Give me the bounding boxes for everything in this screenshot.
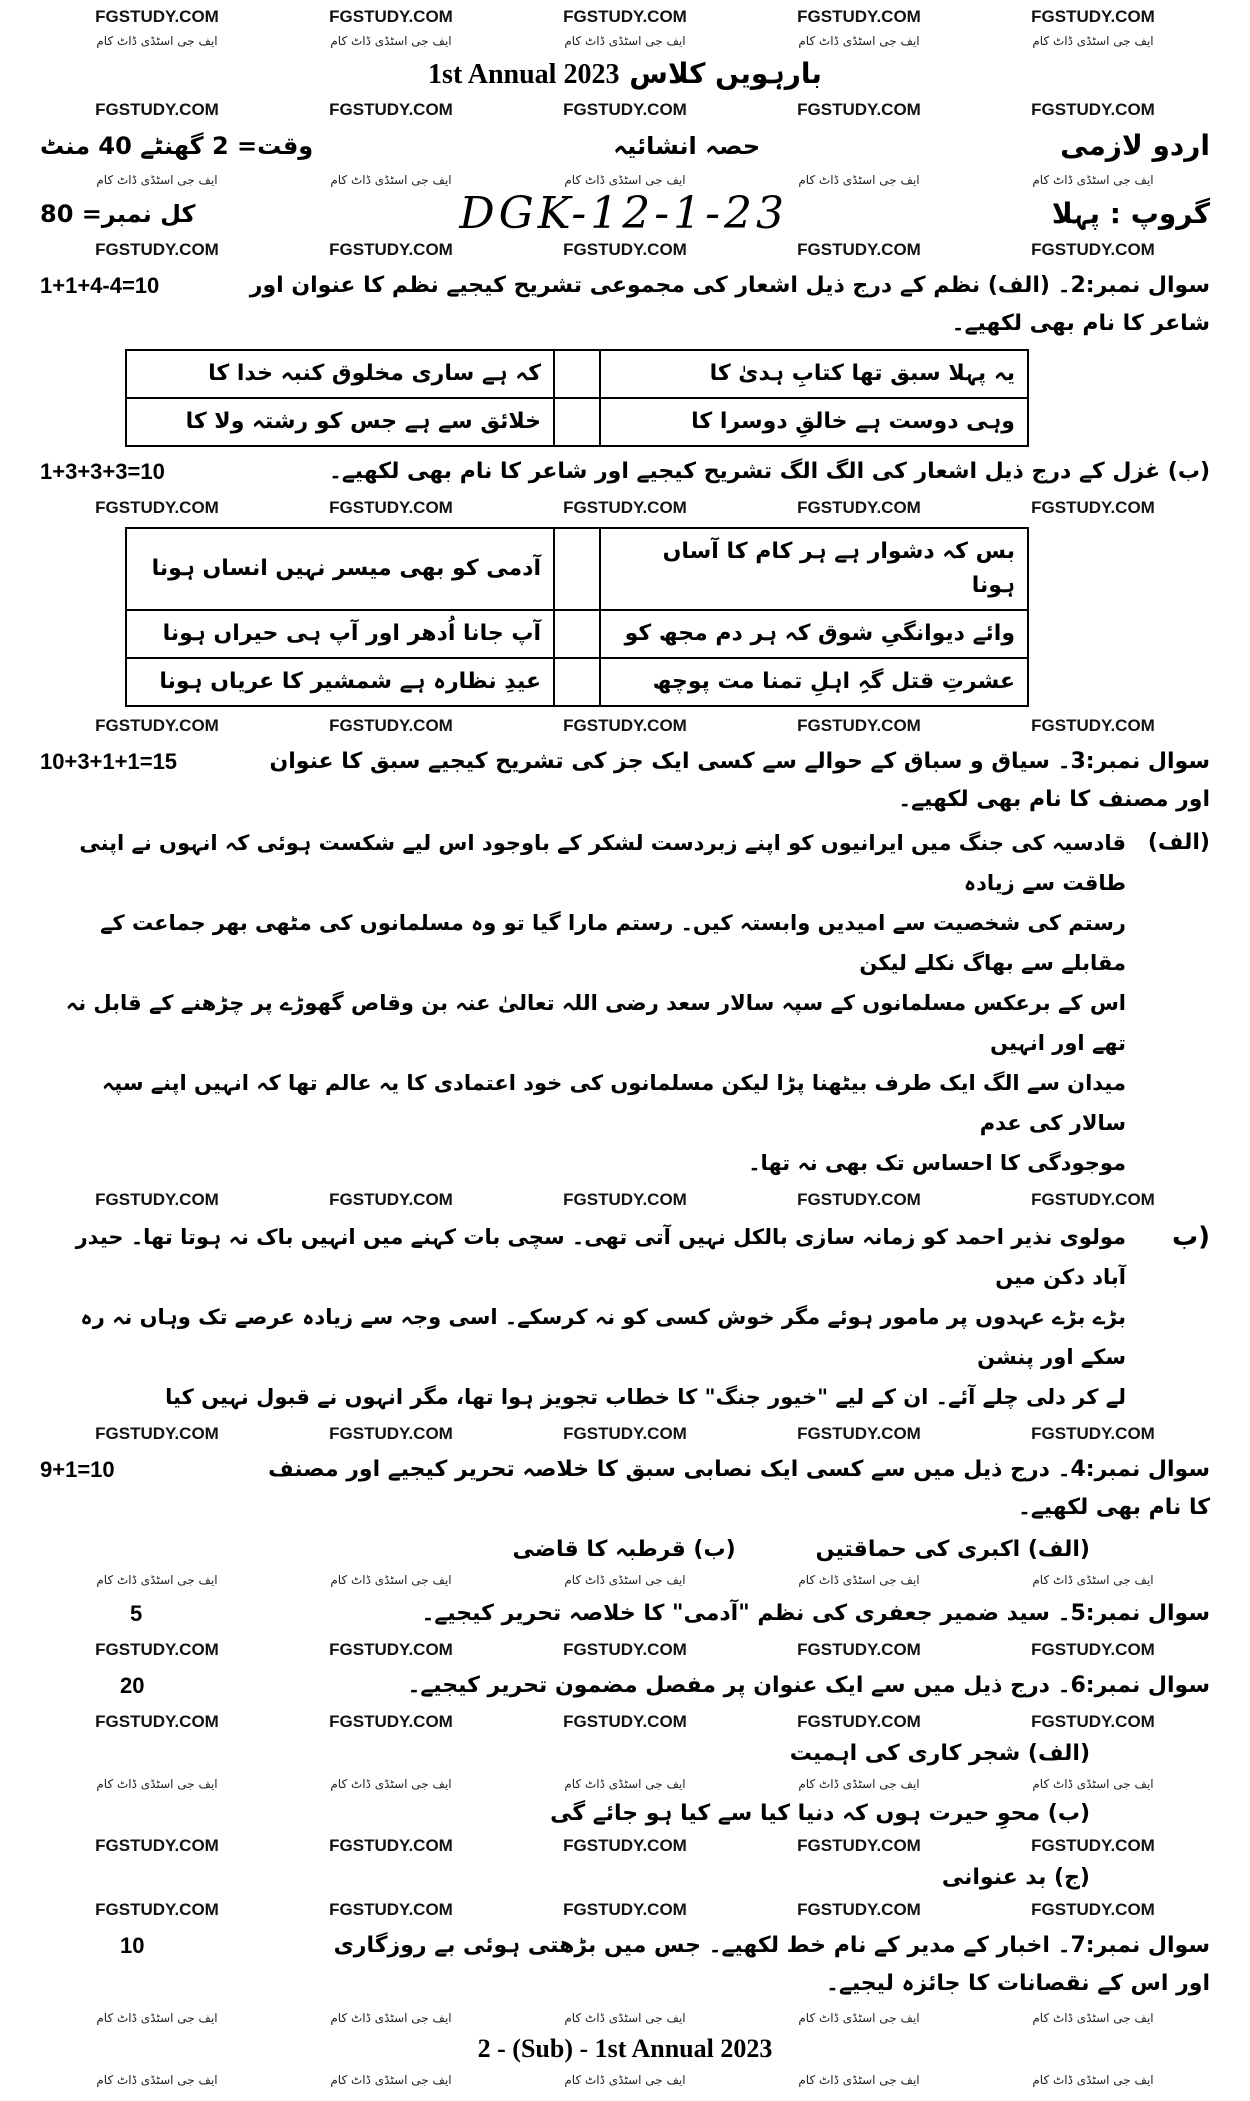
watermark-text-urdu: ایف جی اسٹڈی ڈاٹ کام (330, 2073, 452, 2087)
watermark-text: FGSTUDY.COM (329, 716, 453, 735)
watermark-row-urdu (40, 30, 1210, 52)
watermark-text: FGSTUDY.COM (563, 240, 687, 259)
paper-code-handwritten: DGK-12-1-23 (459, 188, 788, 239)
watermark-text: FGSTUDY.COM (329, 7, 453, 26)
watermark-text-urdu: ایف جی اسٹڈی ڈاٹ کام (1032, 2073, 1154, 2087)
question-2b: (ب) غزل کے درج ذیل اشعار کی الگ الگ تشریح کیجیے اور شاعر کا نام بھی لکھیے۔ (329, 459, 1210, 484)
passage-a-line: اس کے برعکس مسلمانوں کے سپہ سالار سعد رضی اللہ تعالیٰ عنہ بن وقاص گھوڑے پر چڑھنے کے قابل نہ تھے اور انہیں (65, 991, 1126, 1055)
watermark-text-urdu: ایف جی اسٹڈی ڈاٹ کام (564, 1573, 686, 1587)
watermark-text-urdu: ایف جی اسٹڈی ڈاٹ کام (96, 173, 218, 187)
question-3-marks: 10+3+1+1=15 (40, 749, 178, 774)
watermark-text: FGSTUDY.COM (1031, 240, 1155, 259)
watermark-text: FGSTUDY.COM (95, 1712, 219, 1731)
watermark-text: FGSTUDY.COM (95, 716, 219, 735)
watermark-row-urdu (40, 2069, 1210, 2091)
watermark-text: FGSTUDY.COM (95, 498, 219, 517)
question-6: سوال نمبر:6۔ درج ذیل میں سے ایک عنوان پر مفصل مضمون تحریر کیجیے۔ (407, 1673, 1210, 1698)
passage-a-line: موجودگی کا احساس تک بھی نہ تھا۔ (748, 1151, 1126, 1175)
passage-a-line: قادسیہ کی جنگ میں ایرانیوں کو اپنے زبردست لشکر کے باوجود اس لیے شکست ہوئی کہ انہوں نے اپنی طاقت سے زیادہ (79, 831, 1126, 895)
second-misra: آپ جانا اُدھر اور آپ ہی حیراں ہونا (126, 610, 554, 658)
watermark-row (40, 97, 1210, 123)
watermark-text-urdu: ایف جی اسٹڈی ڈاٹ کام (1032, 173, 1154, 187)
passage-a (40, 823, 1210, 1183)
watermark-text: FGSTUDY.COM (797, 7, 921, 26)
total-marks: کل نمبر= 80 (40, 200, 196, 228)
verse-row (126, 398, 1028, 446)
q4-options (40, 1531, 1210, 1569)
watermark-text: FGSTUDY.COM (563, 716, 687, 735)
verse-row (126, 610, 1028, 658)
watermark-row (40, 1421, 1210, 1447)
watermark-text: FGSTUDY.COM (1031, 1424, 1155, 1443)
second-misra: عیدِ نظارہ ہے شمشیر کا عریاں ہونا (126, 658, 554, 706)
question-2b-row (40, 453, 1210, 491)
watermark-row (40, 4, 1210, 30)
watermark-text-urdu: ایف جی اسٹڈی ڈاٹ کام (798, 173, 920, 187)
watermark-text: FGSTUDY.COM (329, 1190, 453, 1209)
question-4: سوال نمبر:4۔ درج ذیل میں سے کسی ایک نصابی سبق کا خلاصہ تحریر کیجیے اور مصنف کا نام بھی لکھیے۔ (268, 1457, 1210, 1520)
watermark-row (40, 713, 1210, 739)
watermark-text-urdu: ایف جی اسٹڈی ڈاٹ کام (564, 2073, 686, 2087)
watermark-row-urdu (40, 1773, 1210, 1795)
question-3-row (40, 743, 1210, 819)
q4-option-a: (الف) اکبری کی حماقتیں (815, 1537, 1090, 1562)
watermark-row-urdu (40, 1569, 1210, 1591)
watermark-text-urdu: ایف جی اسٹڈی ڈاٹ کام (798, 34, 920, 48)
question-7-marks: 10 (120, 1933, 145, 1958)
watermark-text: FGSTUDY.COM (95, 100, 219, 119)
verse-row (126, 528, 1028, 610)
watermark-text: FGSTUDY.COM (329, 1640, 453, 1659)
watermark-text-urdu: ایف جی اسٹڈی ڈاٹ کام (330, 173, 452, 187)
watermark-text: FGSTUDY.COM (1031, 7, 1155, 26)
passage-b-line: بڑے بڑے عہدوں پر مامور ہوئے مگر خوش کسی کو نہ کرسکے۔ اسی وجہ سے زیادہ عرصے تک وہاں نہ رہ سکے اور پنشن (80, 1305, 1126, 1369)
watermark-text: FGSTUDY.COM (329, 1836, 453, 1855)
watermark-text: FGSTUDY.COM (563, 1640, 687, 1659)
question-6-row (40, 1667, 1210, 1705)
watermark-text: FGSTUDY.COM (329, 498, 453, 517)
question-3: سوال نمبر:3۔ سیاق و سباق کے حوالے سے کسی ایک جز کی تشریح کیجیے سبق کا عنوان اور مصنف کا نام بھی لکھیے۔ (269, 749, 1210, 812)
watermark-text: FGSTUDY.COM (95, 1836, 219, 1855)
watermark-text: FGSTUDY.COM (797, 1424, 921, 1443)
question-4-marks: 9+1=10 (40, 1457, 115, 1482)
exam-session: 1st Annual 2023 (428, 59, 620, 90)
watermark-text: FGSTUDY.COM (1031, 1900, 1155, 1919)
watermark-row-urdu (40, 2007, 1210, 2029)
watermark-text: FGSTUDY.COM (95, 1424, 219, 1443)
question-5-marks: 5 (130, 1601, 143, 1626)
first-misra: وائے دیوانگیِ شوق کہ ہر دم مجھ کو (600, 610, 1028, 658)
watermark-text-urdu: ایف جی اسٹڈی ڈاٹ کام (798, 2011, 920, 2025)
watermark-text: FGSTUDY.COM (797, 716, 921, 735)
second-misra: آدمی کو بھی میسر نہیں انساں ہونا (126, 528, 554, 610)
watermark-text-urdu: ایف جی اسٹڈی ڈاٹ کام (1032, 34, 1154, 48)
watermark-text-urdu: ایف جی اسٹڈی ڈاٹ کام (1032, 2011, 1154, 2025)
question-2b-marks: 1+3+3+3=10 (40, 459, 165, 484)
question-2a: سوال نمبر:2۔ (الف) نظم کے درج ذیل اشعار کی مجموعی تشریح کیجیے نظم کا عنوان اور شاعر کا نام بھی لکھیے۔ (249, 273, 1210, 336)
watermark-text: FGSTUDY.COM (797, 1190, 921, 1209)
q6-option-b: (ب) محوِ حیرت ہوں کہ دنیا کیا سے کیا ہو جائے گی (550, 1801, 1090, 1826)
watermark-text-urdu: ایف جی اسٹڈی ڈاٹ کام (798, 1573, 920, 1587)
first-misra: بس کہ دشوار ہے ہر کام کا آساں ہونا (600, 528, 1028, 610)
group-label: گروپ : پہلا (1051, 197, 1210, 230)
q4-option-b: (ب) قرطبہ کا قاضی (512, 1537, 736, 1562)
first-misra: وہی دوست ہے خالقِ دوسرا کا (600, 398, 1028, 446)
watermark-text: FGSTUDY.COM (797, 240, 921, 259)
question-5-row (40, 1595, 1210, 1633)
watermark-text: FGSTUDY.COM (95, 1640, 219, 1659)
watermark-text: FGSTUDY.COM (1031, 498, 1155, 517)
watermark-text: FGSTUDY.COM (797, 498, 921, 517)
watermark-text: FGSTUDY.COM (563, 1424, 687, 1443)
watermark-text: FGSTUDY.COM (797, 100, 921, 119)
subject-title: اردو لازمی (1060, 129, 1210, 162)
verse-table-ghazal (125, 527, 1029, 707)
passage-b-line: مولوی نذیر احمد کو زمانہ سازی بالکل نہیں آتی تھی۔ سچی بات کہنے میں انہیں باک نہ ہوتا تھا۔ حیدر آباد دکن میں (75, 1225, 1126, 1289)
verse-table-nazm (125, 349, 1029, 447)
watermark-text: FGSTUDY.COM (563, 1712, 687, 1731)
watermark-text: FGSTUDY.COM (329, 1424, 453, 1443)
watermark-text-urdu: ایف جی اسٹڈی ڈاٹ کام (96, 1573, 218, 1587)
question-7: سوال نمبر:7۔ اخبار کے مدیر کے نام خط لکھیے۔ جس میں بڑھتی ہوئی بے روزگاری اور اس کے نقصانات کا جائزہ لیجیے۔ (333, 1933, 1210, 1996)
watermark-text: FGSTUDY.COM (563, 1836, 687, 1855)
section-title: حصہ انشائیہ (613, 132, 761, 160)
watermark-row (40, 237, 1210, 263)
watermark-text: FGSTUDY.COM (1031, 716, 1155, 735)
watermark-text: FGSTUDY.COM (1031, 1712, 1155, 1731)
question-2a-row (40, 267, 1210, 343)
watermark-text-urdu: ایف جی اسٹڈی ڈاٹ کام (96, 2011, 218, 2025)
watermark-text-urdu: ایف جی اسٹڈی ڈاٹ کام (798, 1777, 920, 1791)
watermark-text: FGSTUDY.COM (563, 1900, 687, 1919)
watermark-text-urdu: ایف جی اسٹڈی ڈاٹ کام (96, 34, 218, 48)
question-2a-marks: 1+1+4-4=10 (40, 273, 160, 298)
watermark-text: FGSTUDY.COM (797, 1900, 921, 1919)
watermark-text: FGSTUDY.COM (1031, 1190, 1155, 1209)
watermark-text: FGSTUDY.COM (329, 1900, 453, 1919)
question-6-marks: 20 (120, 1673, 145, 1698)
watermark-text-urdu: ایف جی اسٹڈی ڈاٹ کام (564, 2011, 686, 2025)
footer-paper-code: 2 - (Sub) - 1st Annual 2023 (477, 2034, 773, 2063)
verse-row (126, 350, 1028, 398)
watermark-text: FGSTUDY.COM (95, 1190, 219, 1209)
watermark-text: FGSTUDY.COM (563, 498, 687, 517)
watermark-text: FGSTUDY.COM (1031, 1640, 1155, 1659)
watermark-row (40, 1833, 1210, 1859)
watermark-text: FGSTUDY.COM (563, 7, 687, 26)
watermark-text-urdu: ایف جی اسٹڈی ڈاٹ کام (798, 2073, 920, 2087)
watermark-row (40, 1897, 1210, 1923)
passage-a-line: میدان سے الگ ایک طرف بیٹھنا پڑا لیکن مسلمانوں کی خود اعتمادی کا یہ عالم تھا کہ انہیں اپنے سپہ سالار کی عدم (101, 1071, 1126, 1135)
watermark-text-urdu: ایف جی اسٹڈی ڈاٹ کام (330, 2011, 452, 2025)
watermark-row (40, 495, 1210, 521)
second-misra: کہ ہے ساری مخلوق کنبہ خدا کا (126, 350, 554, 398)
watermark-text-urdu: ایف جی اسٹڈی ڈاٹ کام (330, 1777, 452, 1791)
question-5: سوال نمبر:5۔ سید ضمیر جعفری کی نظم "آدمی" کا خلاصہ تحریر کیجیے۔ (421, 1601, 1210, 1626)
watermark-text: FGSTUDY.COM (329, 240, 453, 259)
group-row (40, 188, 1210, 239)
q6-option-c: (ج) بد عنوانی (941, 1865, 1090, 1890)
header-row (40, 123, 1210, 169)
watermark-text-urdu: ایف جی اسٹڈی ڈاٹ کام (1032, 1777, 1154, 1791)
q6-option-a: (الف) شجر کاری کی اہمیت (789, 1741, 1090, 1766)
watermark-text: FGSTUDY.COM (329, 100, 453, 119)
passage-b-line: لے کر دلی چلے آئے۔ ان کے لیے "خیور جنگ" کا خطاب تجویز ہوا تھا، مگر انہوں نے قبول نہیں کیا (165, 1385, 1126, 1409)
watermark-text: FGSTUDY.COM (1031, 100, 1155, 119)
watermark-text-urdu: ایف جی اسٹڈی ڈاٹ کام (1032, 1573, 1154, 1587)
verse-row (126, 658, 1028, 706)
passage-a-line: رستم کی شخصیت سے امیدیں وابستہ کیں۔ رستم مارا گیا تو وہ مسلمانوں کی مٹھی بھر جماعت کے مقابلے سے بھاگ نکلے لیکن (100, 911, 1126, 975)
part-b-label: (ب (1171, 1222, 1210, 1252)
watermark-text: FGSTUDY.COM (95, 1900, 219, 1919)
watermark-text: FGSTUDY.COM (95, 240, 219, 259)
watermark-text: FGSTUDY.COM (563, 1190, 687, 1209)
exam-title (40, 52, 1210, 97)
passage-b (40, 1217, 1210, 1417)
watermark-text: FGSTUDY.COM (797, 1712, 921, 1731)
watermark-text: FGSTUDY.COM (329, 1712, 453, 1731)
watermark-text: FGSTUDY.COM (797, 1836, 921, 1855)
watermark-text-urdu: ایف جی اسٹڈی ڈاٹ کام (564, 34, 686, 48)
watermark-text-urdu: ایف جی اسٹڈی ڈاٹ کام (96, 2073, 218, 2087)
first-misra: یہ پہلا سبق تھا کتابِ ہدیٰ کا (600, 350, 1028, 398)
watermark-text: FGSTUDY.COM (1031, 1836, 1155, 1855)
part-a-label: (الف) (1147, 830, 1210, 855)
second-misra: خلائق سے ہے جس کو رشتہ ولا کا (126, 398, 554, 446)
watermark-row (40, 1709, 1210, 1735)
watermark-text-urdu: ایف جی اسٹڈی ڈاٹ کام (564, 1777, 686, 1791)
question-4-row (40, 1451, 1210, 1527)
watermark-text: FGSTUDY.COM (797, 1640, 921, 1659)
watermark-text: FGSTUDY.COM (95, 7, 219, 26)
watermark-text-urdu: ایف جی اسٹڈی ڈاٹ کام (330, 34, 452, 48)
watermark-text-urdu: ایف جی اسٹڈی ڈاٹ کام (330, 1573, 452, 1587)
watermark-row (40, 1187, 1210, 1213)
class-label: بارہویں کلاس (629, 57, 822, 90)
watermark-row (40, 1637, 1210, 1663)
time-allowed: وقت= 2 گھنٹے 40 منٹ (40, 132, 314, 160)
watermark-text: FGSTUDY.COM (563, 100, 687, 119)
watermark-text-urdu: ایف جی اسٹڈی ڈاٹ کام (96, 1777, 218, 1791)
first-misra: عشرتِ قتل گہِ اہلِ تمنا مت پوچھ (600, 658, 1028, 706)
watermark-text-urdu: ایف جی اسٹڈی ڈاٹ کام (564, 173, 686, 187)
